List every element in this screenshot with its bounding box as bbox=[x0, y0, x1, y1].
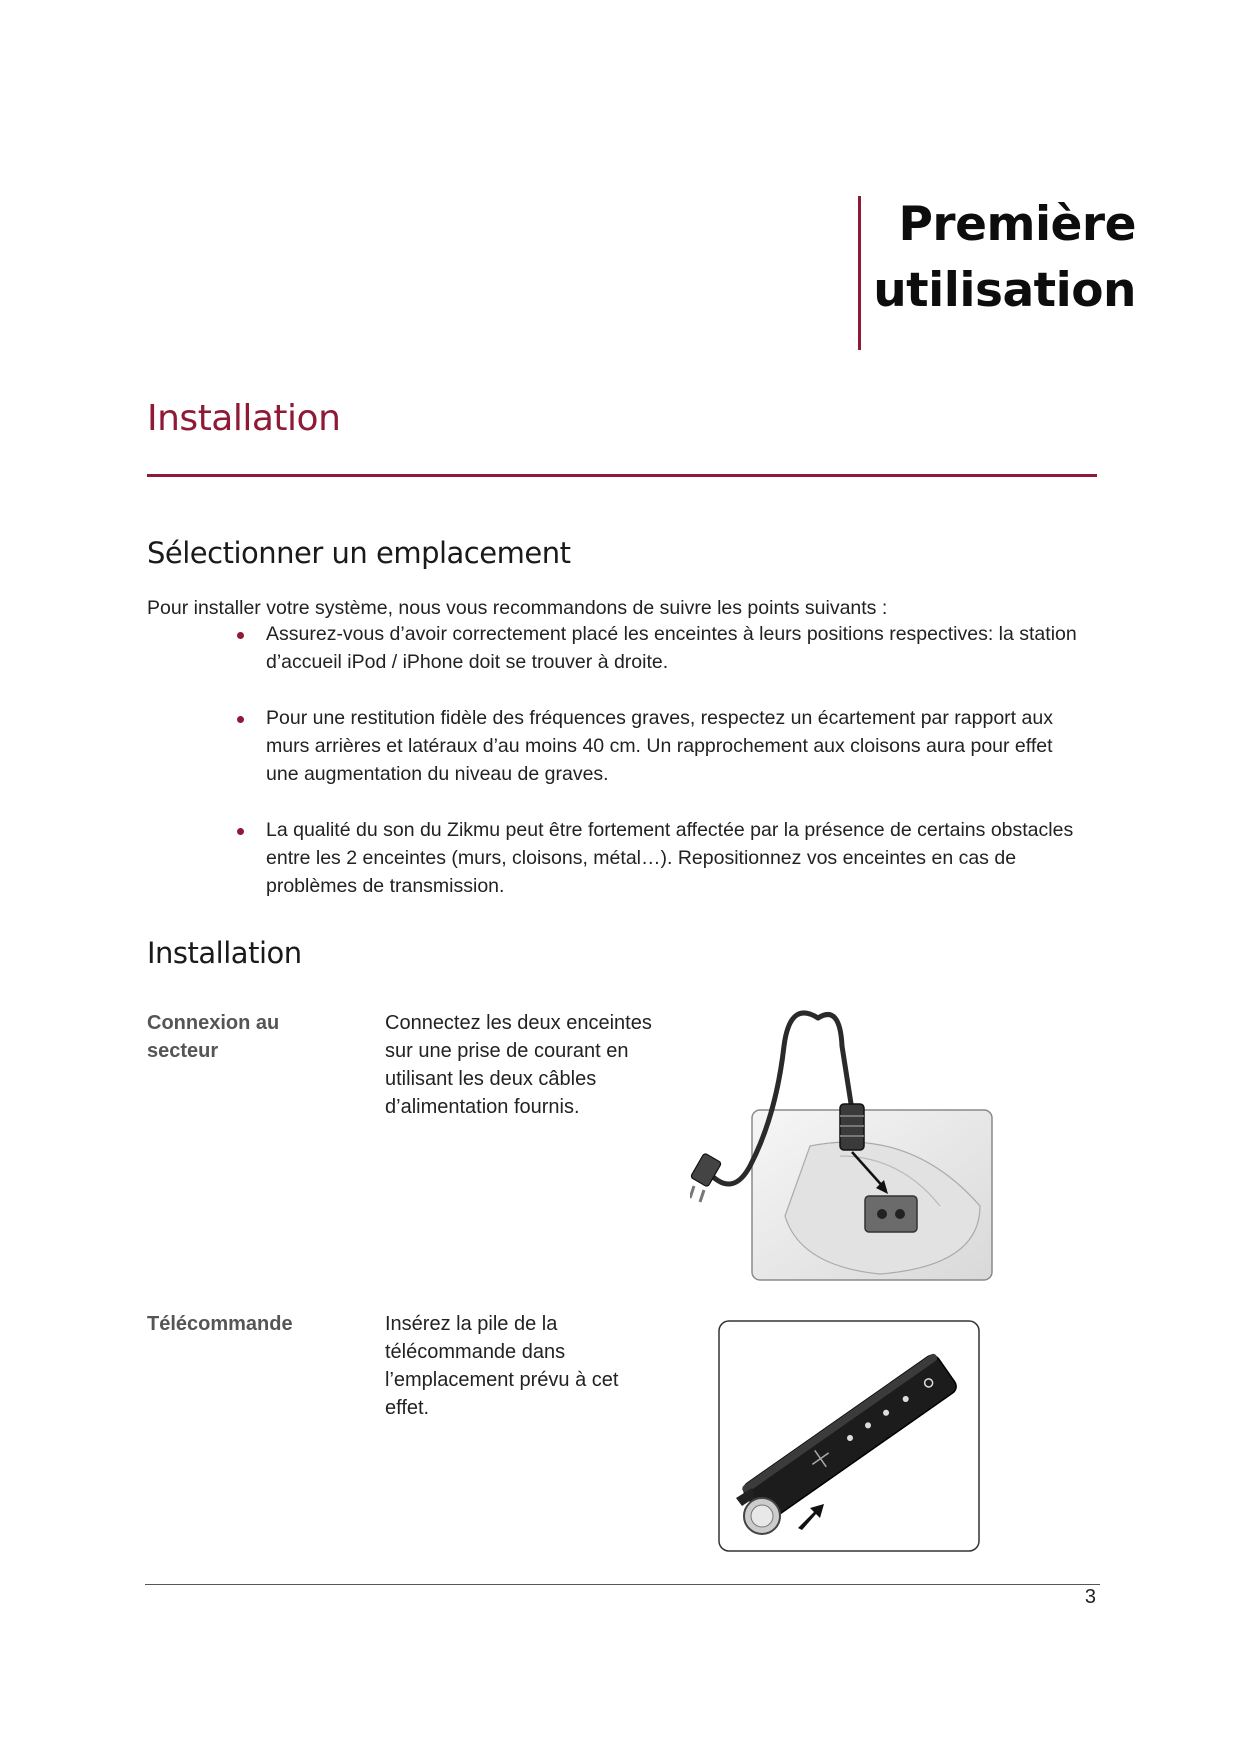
installation-heading: Installation bbox=[147, 936, 302, 970]
bullet-text: La qualité du son du Zikmu peut être fortement affectée par la présence de certains obstacles entre les 2 enceintes (murs, cloisons, métal…). Repositionnez vos enceintes en cas de problèmes de transmission. bbox=[266, 819, 1074, 897]
location-intro: Pour installer votre système, nous vous recommandons de suivre les points suivants : bbox=[147, 597, 888, 619]
bullet-dot-icon bbox=[237, 632, 244, 639]
power-connection-label-line-2: secteur bbox=[147, 1040, 219, 1062]
remote-control-text: Insérez la pile de la télécommande dans l’emplacement prévu à cet effet. bbox=[385, 1313, 619, 1419]
power-connection-label-line-1: Connexion au bbox=[147, 1012, 280, 1034]
bullet-dot-icon bbox=[237, 716, 244, 723]
power-cable-illustration bbox=[690, 1006, 1000, 1286]
bullet-item bbox=[232, 816, 1082, 900]
location-heading: Sélectionner un emplacement bbox=[147, 536, 571, 570]
location-bullet-list bbox=[232, 620, 1082, 928]
chapter-title-line-1: Première bbox=[898, 197, 1136, 252]
bullet-item bbox=[232, 620, 1082, 676]
bullet-item bbox=[232, 704, 1082, 788]
chapter-title bbox=[870, 192, 1136, 324]
section-divider bbox=[147, 474, 1097, 477]
bullet-text: Pour une restitution fidèle des fréquences graves, respectez un écartement par rapport aux murs arrières et latéraux d’au moins 40 cm. Un rapprochement aux cloisons aura pour effet une augmentation du niveau de graves. bbox=[266, 707, 1053, 785]
remote-control-illustration bbox=[718, 1320, 982, 1552]
chapter-accent-bar bbox=[858, 196, 861, 350]
footer-divider bbox=[145, 1584, 1100, 1585]
page-number: 3 bbox=[1084, 1586, 1096, 1608]
power-socket-icon bbox=[865, 1196, 917, 1232]
chapter-title-line-2: utilisation bbox=[873, 263, 1136, 318]
section-title: Installation bbox=[147, 398, 341, 439]
power-connection-label bbox=[147, 1009, 347, 1065]
bullet-text: Assurez-vous d’avoir correctement placé les enceintes à leurs positions respectives: la station d’accueil iPod / iPhone doit se trouver à droite. bbox=[266, 623, 1077, 673]
remote-control-label bbox=[147, 1310, 347, 1338]
power-connection-text: Connectez les deux enceintes sur une prise de courant en utilisant les deux câbles d’alimentation fournis. bbox=[385, 1012, 652, 1118]
bullet-dot-icon bbox=[237, 828, 244, 835]
remote-control-label-line-1: Télécommande bbox=[147, 1313, 293, 1335]
